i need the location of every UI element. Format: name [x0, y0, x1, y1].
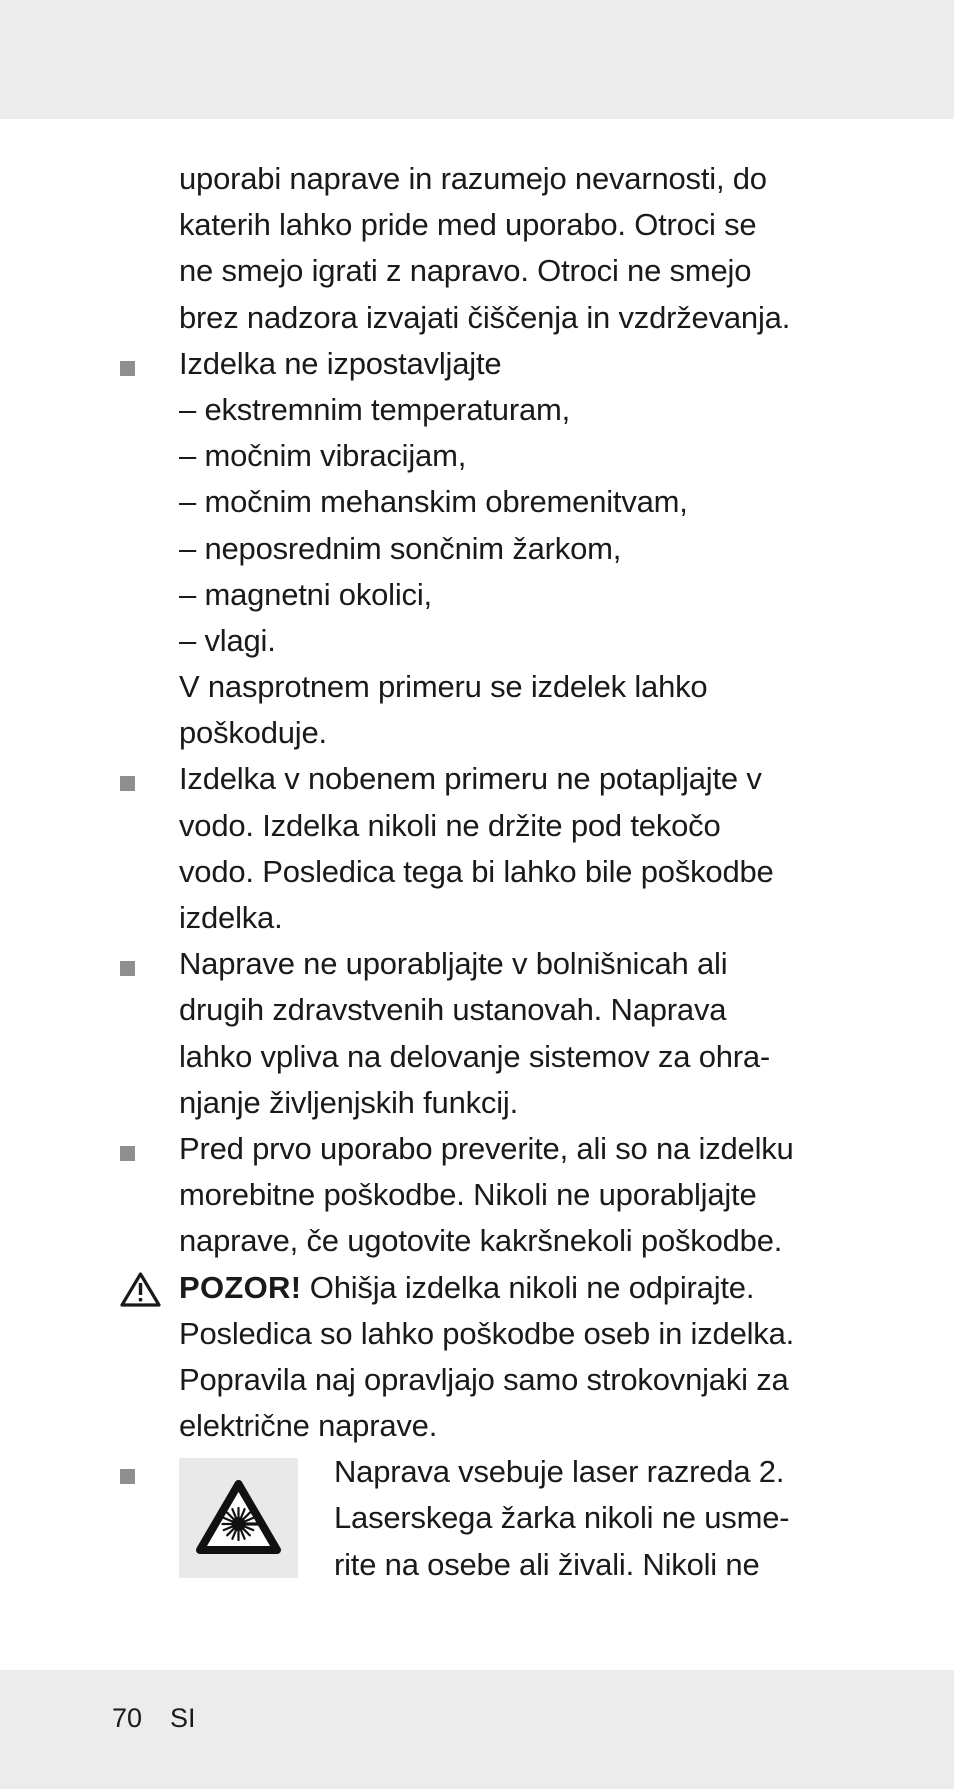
page-number: 70	[112, 1703, 143, 1733]
list-item: Pred prvo uporabo preverite, ali so na izdelku	[0, 1126, 954, 1172]
text-line: – magnetni okolici,	[179, 576, 432, 612]
text-line: ne smejo igrati z napravo. Otroci ne smejo	[179, 253, 752, 289]
text-line: vodo. Posledica tega bi lahko bile poškodbe	[179, 853, 774, 889]
text-line: drugih zdravstvenih ustanovah. Naprava	[179, 992, 727, 1028]
page-content	[0, 156, 954, 1588]
text-line: – močnim vibracijam,	[179, 438, 467, 474]
text-line: brez nadzora izvajati čiščenja in vzdrževanja.	[179, 299, 791, 335]
list-item: Izdelka v nobenem primeru ne potapljajte v	[0, 756, 954, 802]
page-footer	[112, 1698, 196, 1738]
text-line: katerih lahko pride med uporabo. Otroci se	[179, 207, 757, 243]
warning-triangle-icon	[119, 1271, 162, 1308]
square-bullet-icon	[120, 361, 135, 376]
text-line: V nasprotnem primeru se izdelek lahko	[179, 669, 708, 705]
square-bullet-icon	[120, 961, 135, 976]
language-code: SI	[170, 1703, 196, 1733]
square-bullet-icon	[120, 1469, 135, 1484]
text-line: – neposrednim sončnim žarkom,	[179, 530, 622, 566]
text-line: poškoduje.	[179, 715, 327, 751]
text-line: – vlagi.	[179, 622, 276, 658]
text-line: uporabi naprave in razumejo nevarnosti, do	[179, 161, 767, 196]
text-line: – ekstremnim temperaturam,	[179, 391, 571, 427]
header-band	[0, 0, 954, 119]
laser-warning-icon	[179, 1458, 298, 1578]
text-line: rite na osebe ali živali. Nikoli ne	[334, 1546, 760, 1582]
text-line: izdelka.	[179, 900, 283, 935]
list-item: Izdelka ne izpostavljajte	[0, 341, 954, 387]
text-line: njanje življenjskih funkcij.	[179, 1084, 519, 1120]
warning-label: POZOR!	[179, 1269, 302, 1305]
text-line: – močnim mehanskim obremenitvam,	[179, 484, 688, 520]
square-bullet-icon	[120, 1146, 135, 1161]
text-line: Popravila naj opravljajo samo strokovnjaki za	[179, 1361, 789, 1397]
text-line: električne naprave.	[179, 1408, 438, 1444]
text-line: Posledica so lahko poškodbe oseb in izdelka.	[179, 1315, 795, 1351]
text-line: lahko vpliva na delovanje sistemov za ohra-	[179, 1038, 771, 1074]
square-bullet-icon	[120, 776, 135, 791]
text-line: Laserskega žarka nikoli ne usme-	[334, 1500, 790, 1536]
warning-item: POZOR! Ohišja izdelka nikoli ne odpirajte.	[0, 1265, 954, 1311]
list-item: Naprava vsebuje laser razreda 2.	[0, 1449, 954, 1495]
text-line: morebitne poškodbe. Nikoli ne uporabljajte	[179, 1177, 757, 1213]
list-item: Naprave ne uporabljajte v bolnišnicah ali	[0, 941, 954, 987]
text-line: naprave, če ugotovite kakršnekoli poškodbe.	[179, 1223, 783, 1259]
text-line: vodo. Izdelka nikoli ne držite pod tekočo	[179, 807, 721, 843]
